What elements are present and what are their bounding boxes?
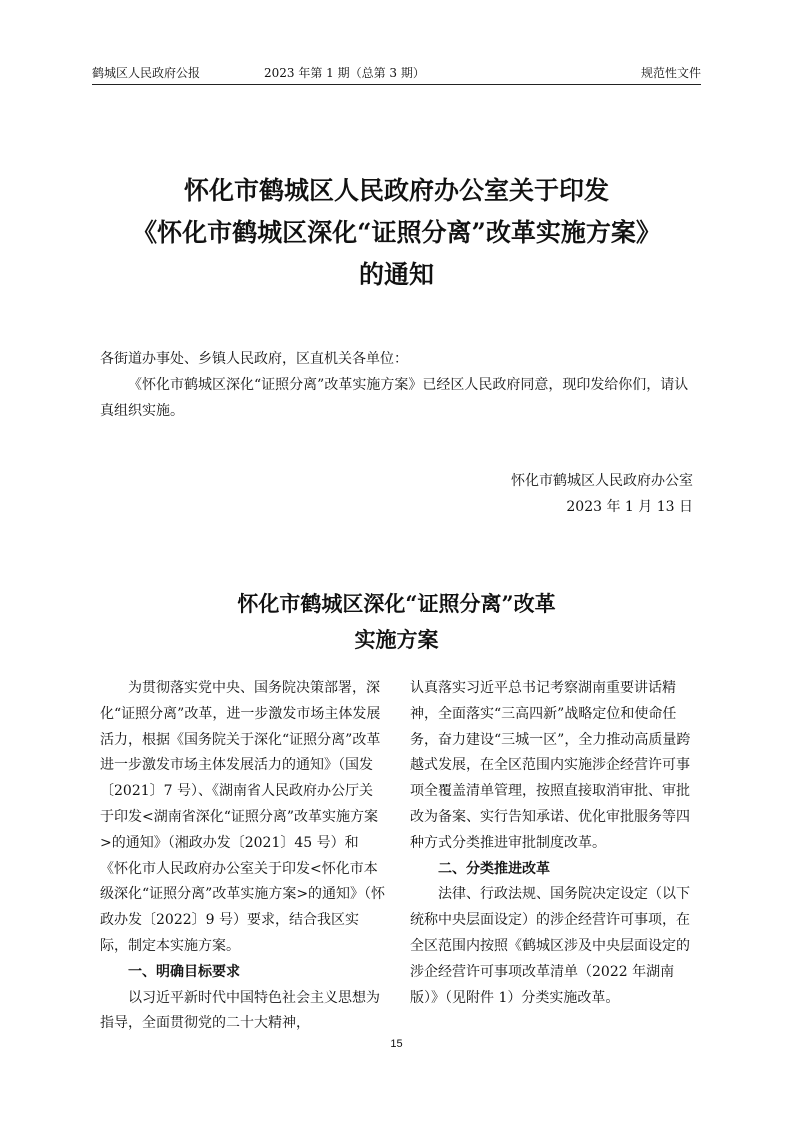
signature-organization: 怀化市鹤城区人民政府办公室 bbox=[511, 473, 693, 489]
plan-intro-paragraph: 为贯彻落实党中央、国务院决策部署，深化“证照分离”改革，进一步激发市场主体发展活力，根据《国务院关于深化“证照分离”改革进一步激发市场主体发展活力的通知》（国发〔2021〕7 号）、《湖南省人民政府办公厅关于印发<湖南省深化“证照分离”改革实施方案>的通知》（湘政办发〔2021〕45 号）和《怀化市人民政府办公室关于印发<怀化市本级深化“证照分离”改革实施方案>的通知》（怀政办发〔2022〕9 号）要求，结合我区实际，制定本实施方案。 bbox=[100, 680, 386, 954]
header-issue: 2023 年第 1 期（总第 3 期） bbox=[264, 66, 425, 80]
section-heading-2: 二、分类推进改革 bbox=[438, 860, 550, 877]
section-1-paragraph-part-1: 以习近平新时代中国特色社会主义思想为指导，全面贯彻党的二十大精神， bbox=[100, 989, 380, 1032]
header-category: 规范性文件 bbox=[640, 66, 701, 80]
notice-title bbox=[60, 170, 733, 296]
body-column-left bbox=[100, 676, 386, 1037]
body-column-right bbox=[410, 676, 696, 1011]
notice-title-line-2: 《怀化市鹤城区深化“证照分离”改革实施方案》 bbox=[132, 218, 661, 247]
notice-addressee: 各街道办事处、乡镇人民政府，区直机关各单位： bbox=[100, 351, 408, 367]
notice-title-line-3: 的通知 bbox=[358, 260, 434, 289]
header-divider bbox=[92, 84, 701, 85]
running-header bbox=[92, 64, 701, 82]
plan-title-line-1: 怀化市鹤城区深化“证照分离”改革 bbox=[237, 591, 556, 616]
section-heading-1: 一、明确目标要求 bbox=[128, 963, 240, 980]
notice-body: 《怀化市鹤城区深化“证照分离”改革实施方案》已经区人民政府同意，现印发给你们，请认真组织实施。 bbox=[100, 377, 689, 419]
page-number: 15 bbox=[390, 1038, 403, 1050]
section-2-paragraph: 法律、行政法规、国务院决定设定（以下统称中央层面设定）的涉企经营许可事项，在全区范围内按照《鹤城区涉及中央层面设定的涉企经营许可事项改革清单（2022 年湖南版）》（见附件 1）分类实施改革。 bbox=[410, 886, 690, 1006]
plan-title bbox=[100, 586, 693, 658]
notice-title-line-1: 怀化市鹤城区人民政府办公室关于印发 bbox=[183, 176, 609, 205]
section-1-paragraph-part-2: 认真落实习近平总书记考察湖南重要讲话精神，全面落实“三高四新”战略定位和使命任务，奋力建设“三城一区”，全力推动高质量跨越式发展，在全区范围内实施涉企经营许可事项全覆盖清单管理，按照直接取消审批、审批改为备案、实行告知承诺、优化审批服务等四种方式分类推进审批制度改革。 bbox=[410, 680, 691, 851]
plan-title-line-2: 实施方案 bbox=[354, 627, 439, 652]
signature-date: 2023 年 1 月 13 日 bbox=[566, 499, 693, 515]
header-publication: 鹤城区人民政府公报 bbox=[92, 66, 201, 80]
